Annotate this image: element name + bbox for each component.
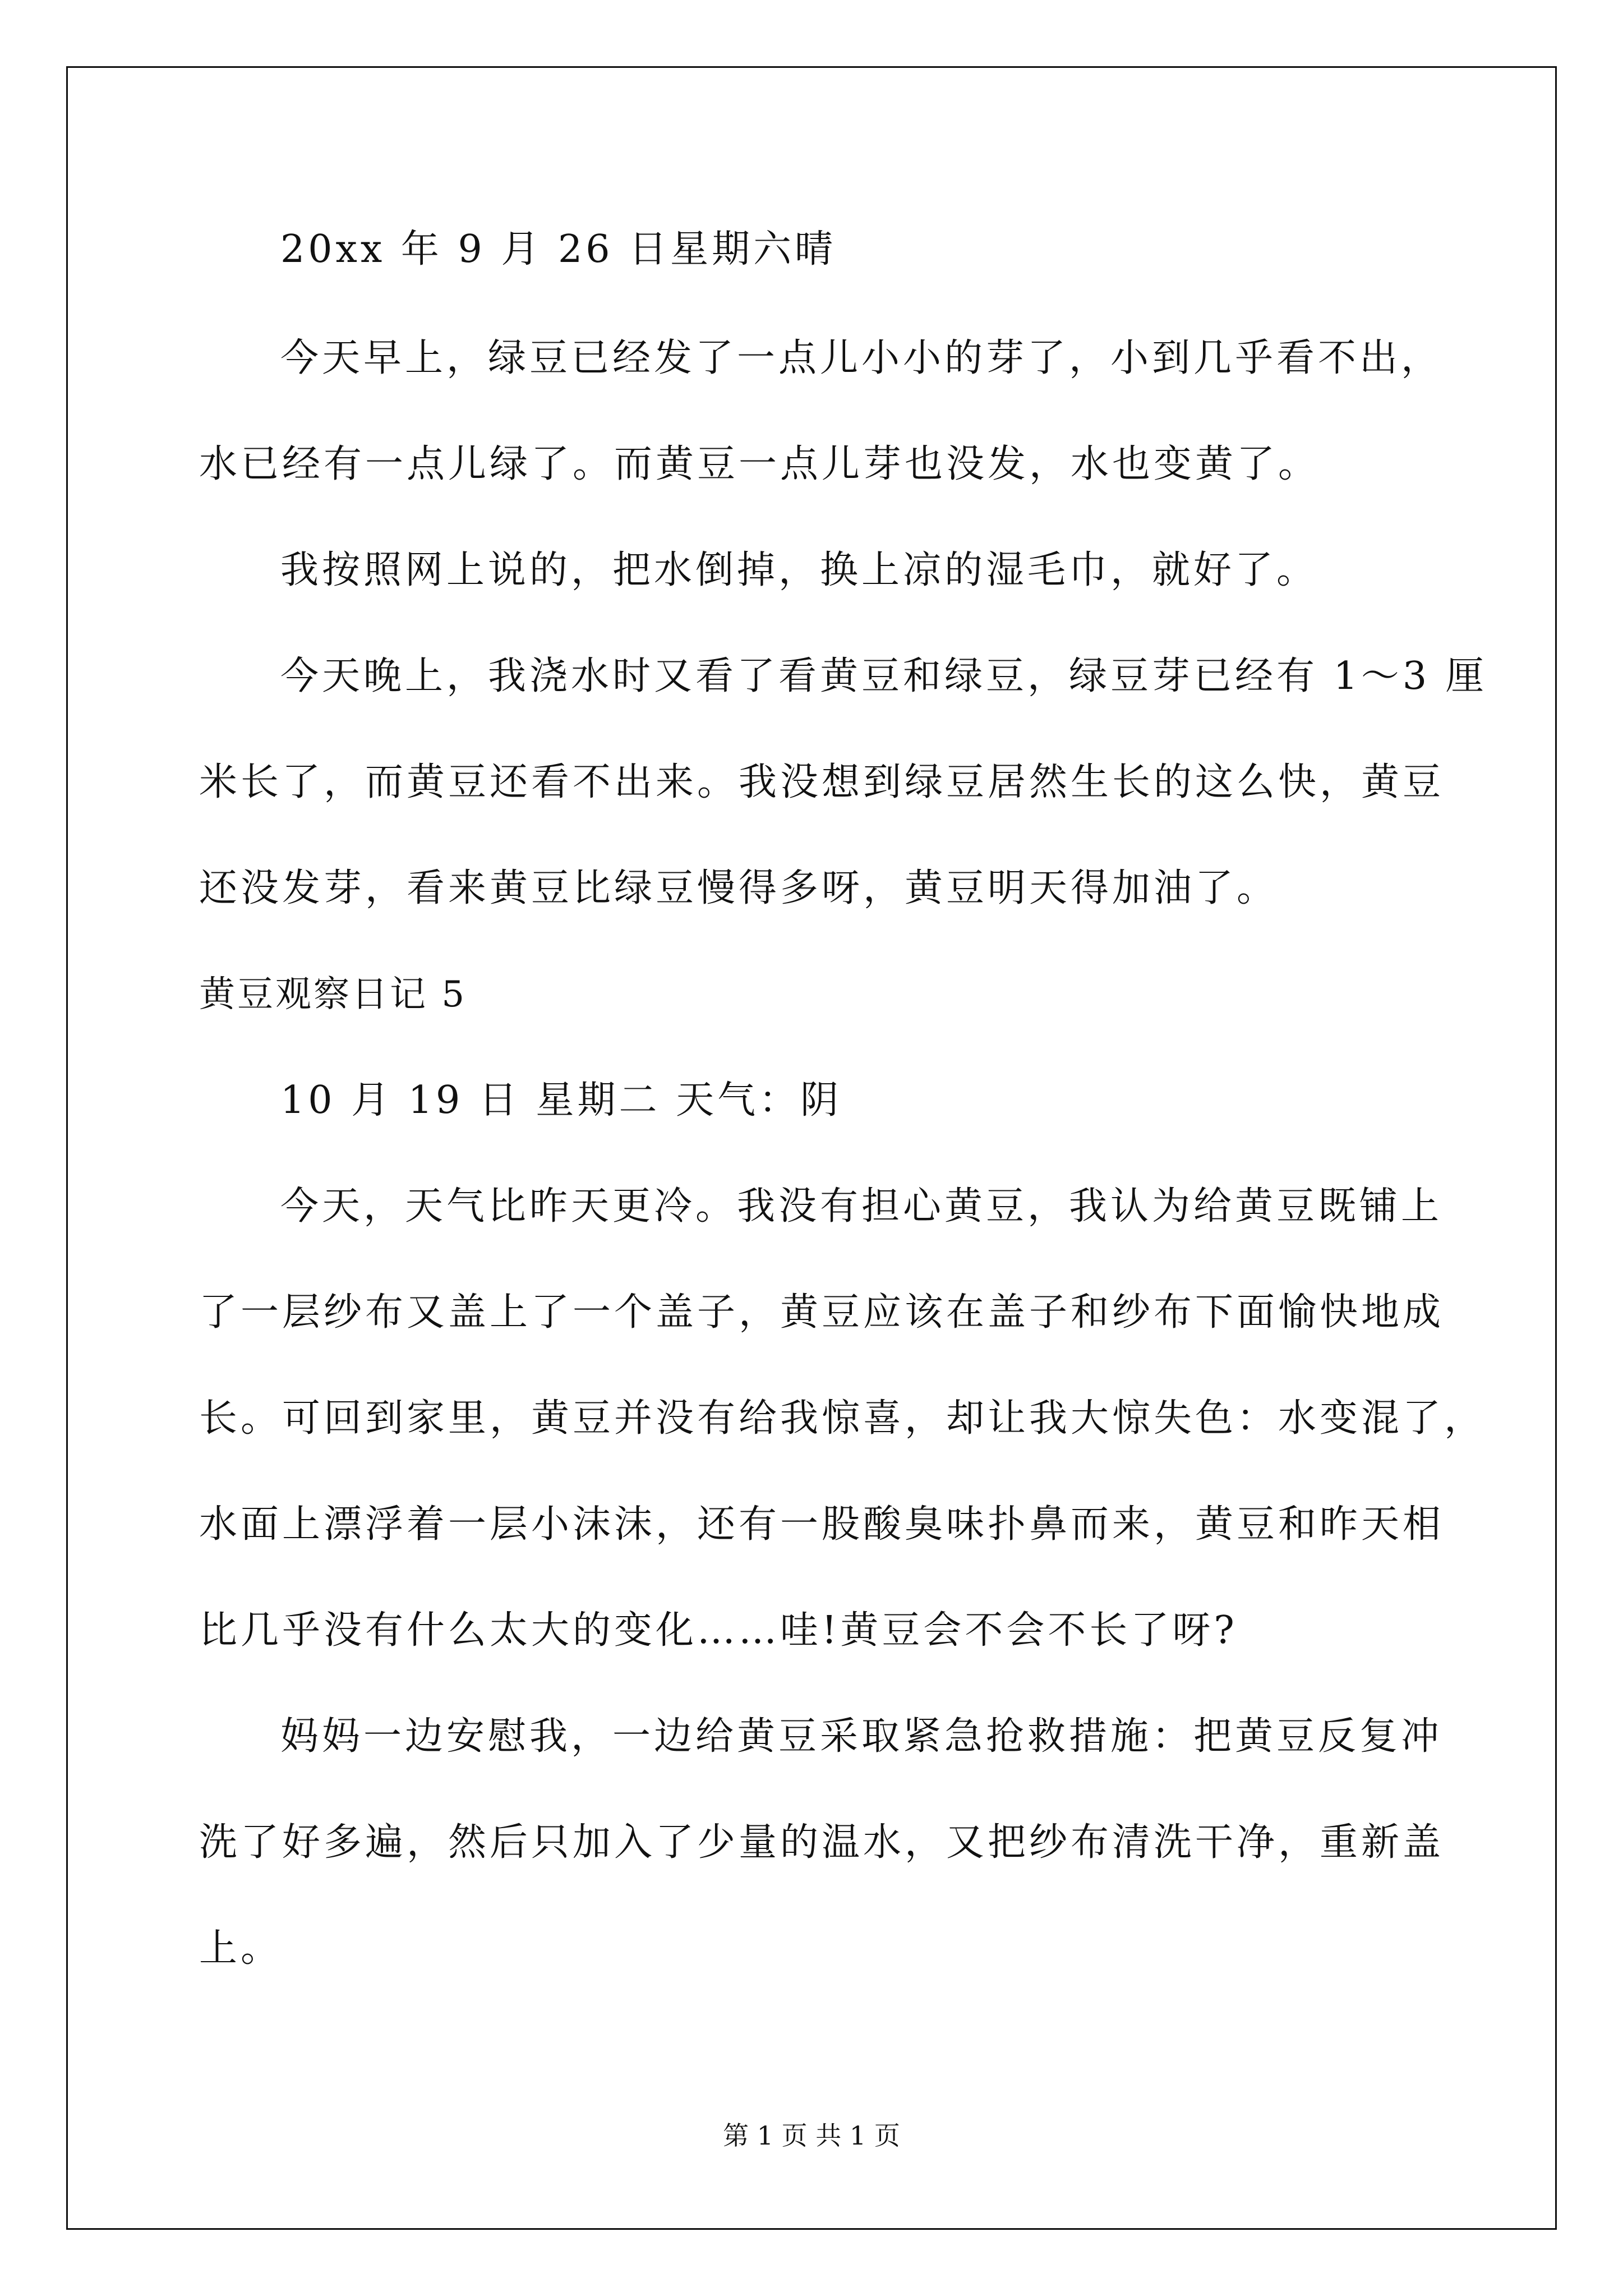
paragraph-line: 水已经有一点儿绿了。而黄豆一点儿芽也没发，水也变黄了。 [199, 442, 1320, 486]
paragraph-line: 今天，天气比昨天更冷。我没有担心黄豆，我认为给黄豆既铺上 [280, 1184, 1443, 1228]
paragraph-line: 比几乎没有什么太大的变化……哇!黄豆会不会不长了呀? [199, 1608, 1238, 1653]
paragraph-line: 米长了，而黄豆还看不出来。我没想到绿豆居然生长的这么快，黄豆 [199, 760, 1445, 804]
paragraph-line: 妈妈一边安慰我，一边给黄豆采取紧急抢救措施：把黄豆反复冲 [280, 1714, 1443, 1759]
paragraph-line: 今天晚上，我浇水时又看了看黄豆和绿豆，绿豆芽已经有 1～3 厘 [280, 654, 1487, 698]
paragraph-line: 今天早上，绿豆已经发了一点儿小小的芽了，小到几乎看不出， [280, 336, 1443, 380]
paragraph-line: 了一层纱布又盖上了一个盖子，黄豆应该在盖子和纱布下面愉快地成 [199, 1290, 1445, 1335]
paragraph-line: 长。可回到家里，黄豆并没有给我惊喜，却让我大惊失色：水变混了， [199, 1396, 1486, 1441]
page-border [66, 66, 1557, 2230]
diary-date-line: 10 月 19 日 星期二 天气：阴 [280, 1078, 842, 1122]
diary-date-line: 20xx 年 9 月 26 日星期六晴 [280, 227, 837, 272]
paragraph-line: 水面上漂浮着一层小沫沫，还有一股酸臭味扑鼻而来，黄豆和昨天相 [199, 1502, 1445, 1547]
paragraph-line: 我按照网上说的，把水倒掉，换上凉的湿毛巾，就好了。 [280, 548, 1318, 592]
page-number-footer: 第 1 页 共 1 页 [723, 2120, 900, 2151]
section-heading: 黄豆观察日记 5 [199, 974, 467, 1015]
paragraph-line: 还没发芽，看来黄豆比绿豆慢得多呀，黄豆明天得加油了。 [199, 866, 1279, 910]
paragraph-line: 上。 [199, 1926, 283, 1971]
paragraph-line: 洗了好多遍，然后只加入了少量的温水，又把纱布清洗干净，重新盖 [199, 1820, 1445, 1865]
